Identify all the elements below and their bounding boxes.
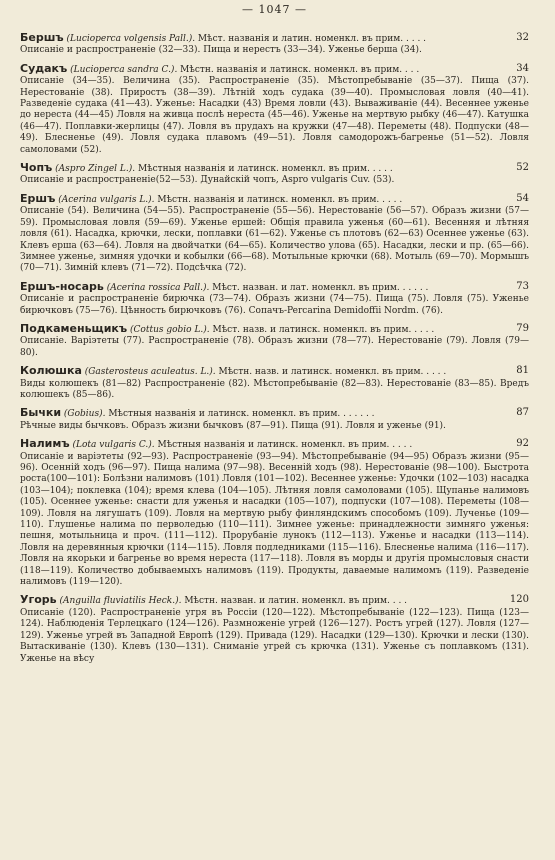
entry-text: Описаніе и варіэтеты (92—93). Распространеніе (93—94). Мѣстопребываніе (94—95) Образъ жизни (95—96). Осенній ходъ (96—97). Пища налима (97—98). Весенній ходъ (98). Нерестованіе (98—100). Быстрота роста(100—101): Болѣзни налимовъ (101) Ловля (101—102). Весеннее уженье: Удочки (102—103) насадка (103—104); поклевка (104); время клева (104—105). Лѣтняя ловля самоловами (105). Щупанье налимовъ (105). Осеннее уженье: снасти для уженья и насадки (105—107), подпуски (107—108). Переметы (108—109). Ловля на лягушатъ (109). Ловля на мертвую рыбу финляндскимъ способомъ (109). Лученье (109—110). Глушенье налима по перволедью (110—111). Зимнее уженье: принадлежности зимняго уженья: пешня, мотыльница и проч. (111—112). Прорубаніе лунокъ (112—113). Уженье и насадки (113—114). Ловля на деревянныя крючки (114—115). Ловля подледниками (115—116). Блесненье налима (116—117). Ловля на якорьки и багренье во время нереста (117—118). Ловля въ морды и другія промысловыя снасти (118—119). Количество добываемыхъ налимовъ (119). Продукты, даваемые налимомъ (119). Разведеніе налимовъ (119—120). (20, 451, 529, 588)
entry-heading (20, 162, 529, 175)
entry-latin-name: (Lota vulgaris C.). (69, 440, 158, 451)
entry-heading-note: Мѣст. названія и латин. номенкл. въ прим. . . . . (197, 34, 427, 44)
entry-text: Описаніе. Варіэтеты (77). Распространеніе (78). Образъ жизни (78—77). Нерестованіе (79). Ловля (79—80). (20, 336, 529, 358)
entry-heading (20, 407, 529, 420)
entry-heading-note: Мѣстн. назв. и латинск. номенкл. въ прим. . . . . (218, 367, 447, 378)
entry-text: Описаніе и распространеніе бирючка (73—74). Образъ жизни (74—75). Пища (75). Ловля (75). Уженье бирючковъ (75—76). Цѣнность бирючковъ (76). Сопачъ-Percarina Demidoffii Nordm. (76). (20, 294, 529, 316)
index-entry (20, 281, 529, 317)
entry-heading (20, 281, 529, 294)
entry-heading-note: Мѣстныя названія и латинск. номенкл. въ прим. . . . . . . (108, 409, 375, 420)
index-entry (20, 162, 529, 187)
entry-page-number: 81 (516, 365, 529, 377)
entry-heading-note: Мѣстныя названія и латинск. номенкл. въ прим. . . . . (157, 440, 413, 451)
index-entry (20, 407, 529, 432)
entry-page-number: 52 (516, 162, 529, 174)
entry-page-number: 34 (516, 62, 529, 74)
index-entry (20, 365, 529, 401)
entry-text: Рѣчные виды бычковъ. Образъ жизни бычковъ (87—91). Пища (91). Ловля и уженье (91). (20, 420, 446, 431)
index-entries (20, 32, 529, 665)
entry-title: Бычки (20, 406, 62, 420)
entry-title: Угорь (20, 593, 57, 607)
entry-title: Чопъ (20, 161, 53, 175)
entry-latin-name: (Aspro Zingel L.). (52, 164, 138, 175)
entry-text: Описаніе и распространеніе (32—33). Пища и нерестъ (33—34). Уженье берша (34). (20, 45, 422, 56)
entry-heading (20, 438, 529, 451)
entry-page-number: 73 (516, 280, 529, 292)
entry-page-number: 92 (516, 438, 529, 450)
entry-text: Описаніе (34—35). Величина (35). Распространеніе (35). Мѣстопребываніе (35—37). Пища (37). Нерестованіе (38). Приростъ (38—39). Лѣтній ходъ судака (39—40). Промысловая ловля (40—41). Разведеніе судака (41—43). Уженье: Насадки (43) Время ловли (43). Вываживаніе (44). Весеннее уженье до нереста (44—45) Ловля на живца послѣ нереста (45—46). Уженье на мертвую рыбку (46—47). Катушка (46—47). Поплавки-жерлицы (47). Ловля въ прудахъ на кружки (47—48). Переметы (48). Подпуски (48—49). Блесненье (49). Ловля судака плавомъ (49—51). Ловля самодорожъ-багренье (51—52). Ловля самоловами (52). (20, 76, 529, 155)
entry-page-number: 120 (509, 594, 529, 606)
entry-heading (20, 323, 529, 336)
entry-latin-name: (Acerina vulgaris L.). (55, 194, 158, 205)
entry-heading-note: Мѣстн. названія и латинск. номенкл. въ прим. . . . (180, 64, 420, 75)
entry-text: Виды колюшекъ (81—82) Распространеніе (82). Мѣстопребываніе (82—83). Нерестованіе (83—85). Вредъ колюшекъ (85—86). (20, 378, 529, 400)
entry-latin-name: (Lucioperca sandra C.). (67, 64, 181, 75)
entry-text: Описаніе и распространеніе(52—53). Дунайскій чопъ, Aspro vulgaris Cuv. (53). (20, 175, 395, 186)
entry-latin-name: (Gasterosteus aculeatus. L.). (81, 367, 219, 378)
entry-title: Колюшка (20, 364, 82, 378)
entry-page-number: 79 (516, 322, 529, 334)
entry-heading-note: Мѣстн. названія и латинск. номенкл. въ прим. . . . . (157, 194, 403, 205)
entry-latin-name: (Acerina rossica Pall.). (103, 282, 213, 293)
entry-latin-name: (Anguilla fluviatilis Heck.). (56, 596, 185, 607)
entry-heading (20, 365, 529, 378)
index-entry (20, 594, 529, 664)
entry-heading-note: Мѣстн. назван. и латин. номенкл. въ прим. . . . (184, 596, 408, 607)
entry-heading-note: Мѣст. назван. и лат. номенкл. въ прим. . . . . . (212, 282, 429, 293)
entry-heading (20, 32, 529, 45)
entry-latin-name: (Cottus gobio L.). (127, 324, 213, 335)
entry-heading-note: Мѣст. назв. и латинск. номенкл. въ прим. . . . . (212, 324, 435, 335)
entry-heading-note: Мѣстныя названія и латинск. номенкл. въ прим. . . . . (137, 164, 393, 175)
entry-title: Бершъ (20, 31, 64, 44)
entry-page-number: 87 (516, 407, 529, 419)
entry-latin-name: (Gobius). (61, 409, 109, 420)
entry-heading (20, 63, 529, 76)
entry-heading (20, 193, 529, 206)
index-entry (20, 63, 529, 156)
entry-text: Описаніе (120). Распространеніе угря въ Россіи (120—122). Мѣстопребываніе (122—123). Пища (123—124). Наблюденія Терлецкаго (124—126). Размноженіе угрей (126—127). Ростъ угрей (127). Ловля (127—129). Уженье угрей въ Западной Европѣ (129). Привада (129). Насадки (129—130). Крючки и лески (130). Вытаскиваніе (130). Клевъ (130—131). Сниманіе угрей съ крючка (131). Уженье съ поплавкомъ (131). Уженье на вѣсу (20, 607, 529, 664)
entry-page-number: 54 (516, 192, 529, 204)
entry-latin-name: (Lucioperca volgensis Pall.). (63, 34, 198, 44)
entry-title: Судакъ (20, 61, 68, 75)
entry-page-number: 32 (516, 32, 529, 43)
page-number: — 1047 — (242, 3, 307, 16)
index-entry (20, 193, 529, 275)
entry-text: Описаніе (54). Величина (54—55). Распространеніе (55—56). Нерестованіе (56—57). Образъ жизни (57—59). Промысловая ловля (59—69). Уженье ершей: Общія правила уженья (60—61). Весенняя и лѣтняя ловля (61). Насадка, крючки, лески, поплавки (61—62). Уженье съ плотовъ (62—63) Осеннее уженье (63). Клевъ ерша (63—64). Ловля на двойчатки (64—65). Количество улова (65). Насадки, лески и пр. (65—66). Зимнее уженье, зимняя удочки и кобылки (66—68). Мотыльные крючки (68). Мотыль (69—70). Мормышъ (70—71). Зимній клевъ (71—72). Подсѣчка (72). (20, 206, 529, 274)
entry-title: Налимъ (20, 437, 70, 451)
index-entry (20, 323, 529, 359)
entry-heading (20, 594, 529, 607)
entry-title: Ершъ (20, 191, 56, 205)
entry-title: Ершъ-носарь (20, 279, 104, 293)
index-entry (20, 438, 529, 588)
index-entry (20, 32, 529, 57)
entry-title: Подкаменьщикъ (20, 321, 128, 335)
